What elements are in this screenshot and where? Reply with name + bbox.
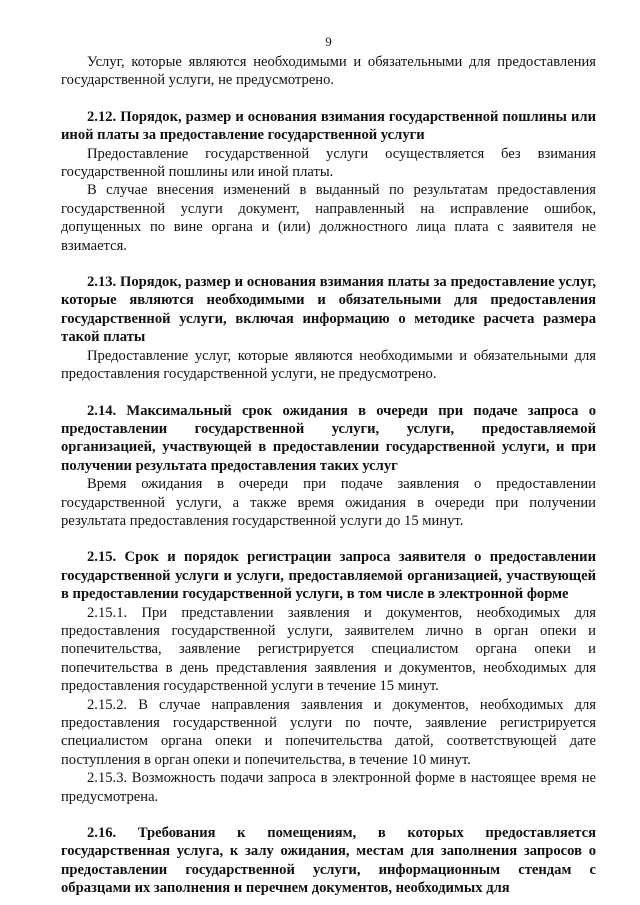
paragraph: Предоставление государственной услуги осуществляется без взимания государственной пошлины или иной платы. <box>61 145 596 181</box>
page-number: 9 <box>325 34 332 49</box>
paragraph: Время ожидания в очереди при подаче заявления о предоставлении государственной услуги, а также время ожидания в очереди при получении результата предоставления государственной услуги до 15 минут. <box>61 476 596 529</box>
section-2-14 <box>61 402 596 531</box>
section-heading: 2.14. Максимальный срок ожидания в очереди при подаче запроса о предоставлении государственной услуги, услуги, предоставляемой организацией, участвующей в предоставлении государственной услуги, и при получении результата предоставления таких услуг <box>61 402 596 474</box>
paragraph: 2.15.2. В случае направления заявления и документов, необходимых для предоставления государственной услуги по почте, заявление регистрируется специалистом органа опеки и попечительства датой, соответствующей дате поступления в орган опеки и попечительства, в течение 10 минут. <box>61 696 596 768</box>
section-heading: 2.12. Порядок, размер и основания взимания государственной пошлины или иной платы за предоставление государственной услуги <box>61 108 596 144</box>
intro-paragraph: Услуг, которые являются необходимыми и обязательными для предоставления государственной услуги, не предусмотрено. <box>61 54 596 89</box>
paragraph: 2.15.1. При представлении заявления и документов, необходимых для предоставления государственной услуги, заявителем лично в орган опеки и попечительства, заявление регистрируется специалистом органа опеки и попечительства в день представления заявления и документов, необходимых для предоставления государственной услуги в течение 15 минут. <box>61 604 596 695</box>
section-2-15 <box>61 548 596 806</box>
page-bottom-edge <box>0 899 640 905</box>
section-heading: 2.15. Срок и порядок регистрации запроса заявителя о предоставлении государственной услуги и услуги, предоставляемой организацией, участвующей в предоставлении государственной услуги, в том числе в электронной форме <box>61 549 596 603</box>
paragraph: 2.15.3. Возможность подачи запроса в электронной форме в настоящее время не предусмотрена. <box>61 770 596 805</box>
section-2-16 <box>61 824 596 898</box>
section-heading: 2.13. Порядок, размер и основания взимания платы за предоставление услуг, которые являются необходимыми и обязательными для предоставления государственной услуги, включая информацию о методике расчета размера такой платы <box>61 274 596 346</box>
section-2-13 <box>61 273 596 383</box>
section-2-12 <box>61 108 596 255</box>
paragraph: Предоставление услуг, которые являются необходимыми и обязательными для предоставления государственной услуги, не предусмотрено. <box>61 347 596 383</box>
section-heading: 2.16. Требования к помещениям, в которых предоставляется государственная услуга, к залу ожидания, местам для заполнения запросов о предоставлении государственной услуги, информационным стендам с образцами их заполнения и перечнем документов, необходимых для <box>61 825 596 897</box>
paragraph: В случае внесения изменений в выданный по результатам предоставления государственной услуги документ, направленный на исправление ошибок, допущенных по вине органа и (или) должностного лица плата с заявителя не взимается. <box>61 182 596 254</box>
